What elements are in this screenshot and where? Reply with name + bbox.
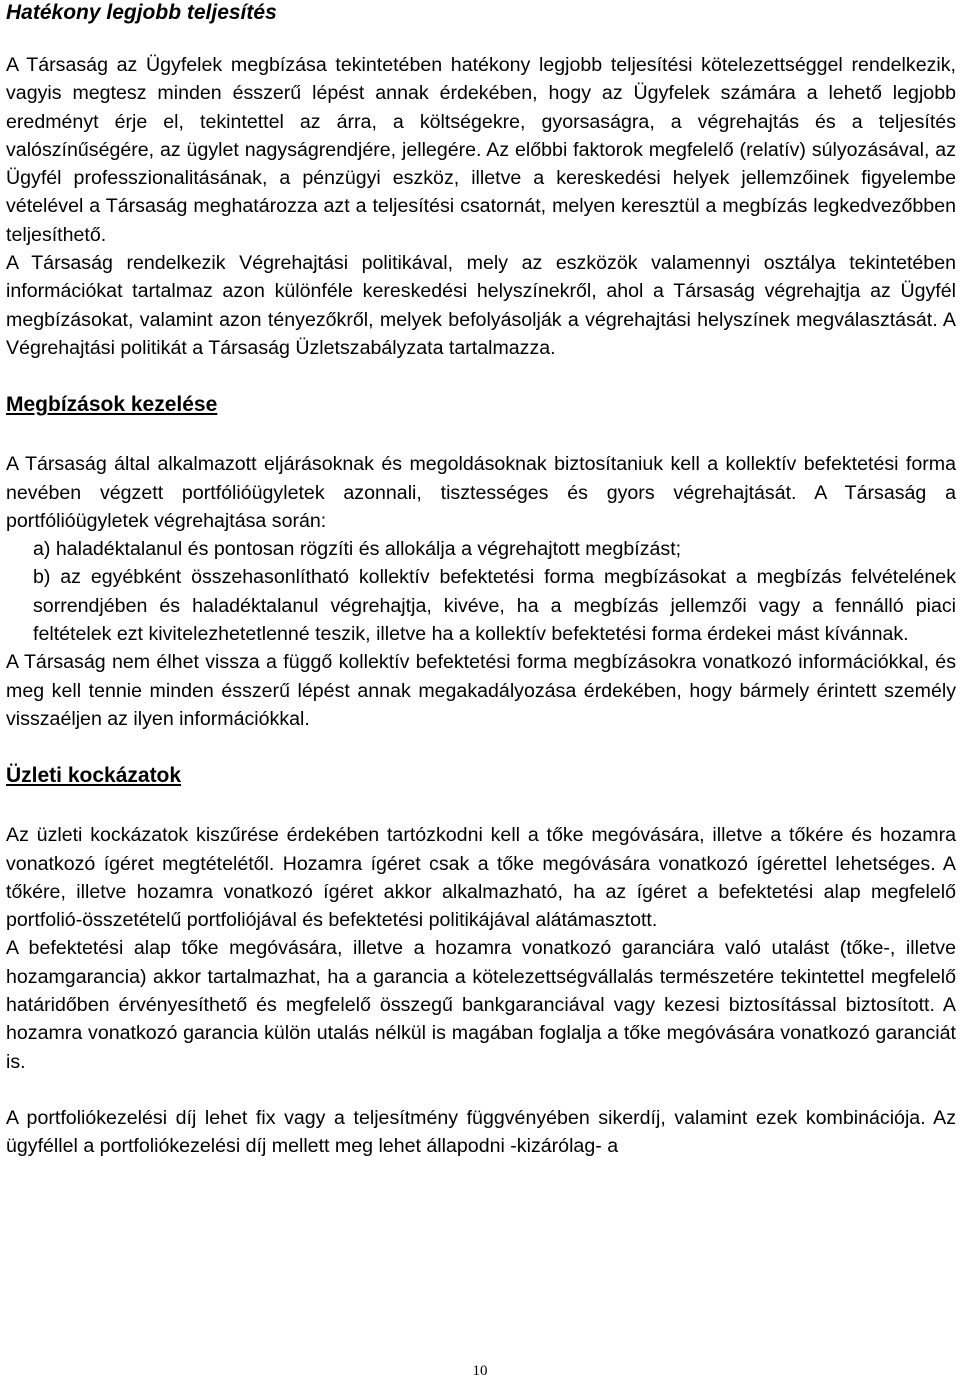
paragraph: A Társaság nem élhet vissza a függő kollektív befektetési forma megbízásokra vonatkozó információkkal, és meg kell tennie minden ésszerű lépést annak megakadályozása érdekében, hogy bármely érintett személy visszaéljen az ilyen információkkal. (6, 651, 956, 730)
paragraph: A Társaság az Ügyfelek megbízása tekintetében hatékony legjobb teljesítési kötelezettséggel rendelkezik, vagyis megtesz minden ésszerű lépést annak érdekében, hogy az Ügyfelek számára a lehető legjobb eredményt érje el, tekintettel az árra, a költségekre, gyorsaságra, a végrehajtás és a teljesítés valószínűségére, az ügylet nagyságrendjére, jellegére. Az előbbi faktorok megfelelő (relatív) súlyozásával, az Ügyfél professzionalitásának, a pénzügyi eszköz, illetve a kereskedési helyek jellemzőinek figyelembe vételével a Társaság meghatározza azt a teljesítési csatornát, melyen keresztül a megbízás legkedvezőbben teljesíthető. (6, 54, 956, 246)
paragraph: Az üzleti kockázatok kiszűrése érdekében tartózkodni kell a tőke megóvására, illetve a tőkére és hozamra vonatkozó ígéret megtételétől. Hozamra ígéret csak a tőke megóvására vonatkozó ígérettel lehetséges. A tőkére, illetve hozamra vonatkozó ígéret akkor alkalmazható, ha az ígéret a befektetési alap megfelelő portfolió-összetételű portfoliójával és befektetési politikájával alátámasztott. (6, 824, 956, 932)
list-item: a) haladéktalanul és pontosan rögzíti és allokálja a végrehajtott megbízást; (33, 538, 682, 561)
document-page (6, 0, 956, 1161)
paragraph: A portfoliókezelési díj lehet fix vagy a teljesítmény függvényében sikerdíj, valamint ezek kombinációja. Az ügyféllel a portfoliókezelési díj mellett meg lehet állapodni -kizárólag- a (6, 1106, 956, 1158)
paragraph: A Társaság rendelkezik Végrehajtási politikával, mely az eszközök valamennyi osztálya tekintetében információkat tartalmaz azon különféle kereskedési helyszínekről, ahol a Társaság végrehajtja az Ügyfél megbízásokat, valamint azon tényezőkről, melyek befolyásolják a végrehajtási helyszínek megválasztását. A Végrehajtási politikát a Társaság Üzletszabályzata tartalmazza. (6, 252, 956, 359)
section-heading-business-risks: Üzleti kockázatok (6, 764, 182, 788)
list-item: b) az egyébként összehasonlítható kollektív befektetési forma megbízásokat a megbízás felvételének sorrendjében és haladéktalanul végrehajtja, kivéve, ha a megbízás jellemzői vagy a fennálló piaci feltételek ezt kivitelezhetetlenné teszik, illetve ha a kollektív befektetési forma érdekei mást kívánnak. (33, 566, 956, 646)
paragraph: A Társaság által alkalmazott eljárásoknak és megoldásoknak biztosítaniuk kell a kollektív befektetési forma nevében végzett portfólióügyletek azonnali, tisztességes és gyors végrehajtását. A Társaság a portfólióügyletek végrehajtása során: (6, 453, 956, 532)
page-number: 10 (472, 1363, 488, 1379)
section-heading-order-handling: Megbízások kezelése (6, 393, 218, 417)
paragraph: A befektetési alap tőke megóvására, illetve a hozamra vonatkozó garanciára való utalást (tőke-, illetve hozamgarancia) akkor tartalmazhat, ha a garancia a kötelezettségvállalás természetére tekintettel megfelelő határidőben érvényesíthető és megfelelő összegű bankgaranciával vagy kezesi biztosítással biztosított. A hozamra vonatkozó garancia külön utalás nélkül is magában foglalja a tőke megóvására vonatkozó garanciát is. (6, 937, 956, 1073)
section-heading-best-execution: Hatékony legjobb teljesítés (6, 1, 277, 24)
